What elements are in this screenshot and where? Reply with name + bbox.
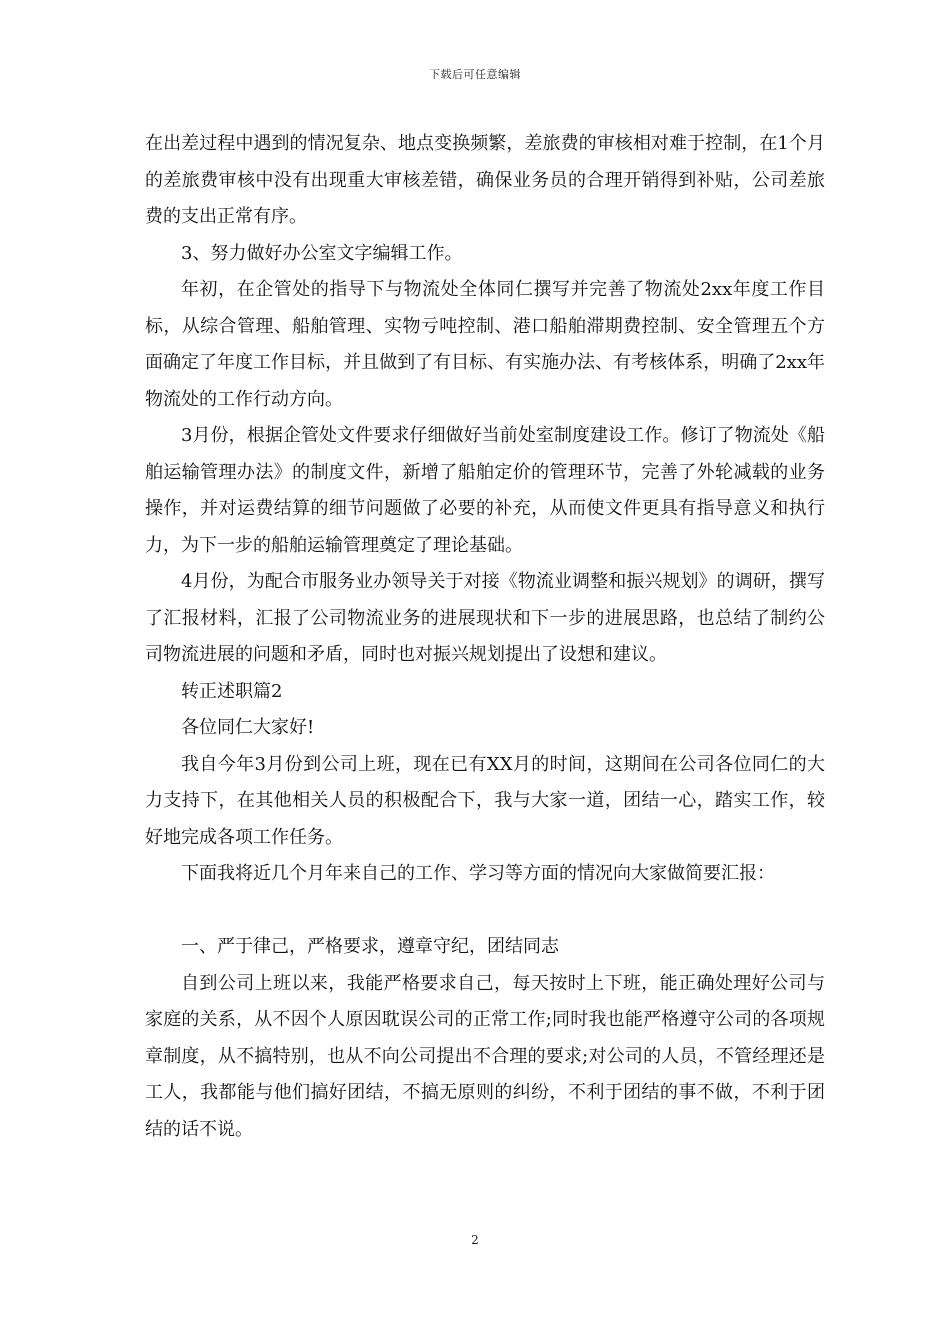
paragraph-discipline-details: 自到公司上班以来，我能严格要求自己，每天按时上下班，能正确处理好公司与家庭的关系，从不因个人原因耽误公司的正常工作;同时我也能严格遵守公司的各项规章制度，从不搞特别，也从不向公司提出不合理的要求;对公司的人员，不管经理还是工人，我都能与他们搞好团结，不搞无原则的纠纷，不利于团结的事不做，不利于团结的话不说。: [145, 972, 825, 1140]
paragraph-annual-goals: 年初，在企管处的指导下与物流处全体同仁撰写并完善了物流处2xx年度工作目标，从综合管理、船舶管理、实物亏吨控制、港口船舶滞期费控制、安全管理五个方面确定了年度工作目标，并且做到了有目标、有实施办法、有考核体系，明确了2xx年物流处的工作行动方向。: [145, 279, 825, 410]
paragraph-march-work: 3月份，根据企管处文件要求仔细做好当前处室制度建设工作。修订了物流处《船舶运输管理办法》的制度文件，新增了船舶定价的管理环节，完善了外轮减载的业务操作，并对运费结算的细节问题做了必要的补充，从而使文件更具有指导意义和执行力，为下一步的船舶运输管理奠定了理论基础。: [145, 425, 825, 556]
paragraph-travel-expense-audit: 在出差过程中遇到的情况复杂、地点变换频繁，差旅费的审核相对难于控制，在1个月的差旅费审核中没有出现重大审核差错，确保业务员的合理开销得到补贴，公司差旅费的支出正常有序。: [145, 133, 825, 227]
paragraph-report-lead: 下面我将近几个月年来自己的工作、学习等方面的情况向大家做简要汇报：: [181, 863, 775, 884]
paragraph-greeting: 各位同仁大家好!: [181, 717, 315, 738]
paragraph-section-title: 转正述职篇2: [181, 680, 283, 702]
page-header: 下载后可任意编辑: [429, 68, 521, 81]
paragraph-april-work: 4月份，为配合市服务业办领导关于对接《物流业调整和振兴规划》的调研，撰写了汇报材料，汇报了公司物流业务的进展现状和下一步的进展思路，也总结了制约公司物流进展的问题和矛盾，同时也对振兴规划提出了设想和建议。: [145, 571, 825, 665]
paragraph-section-3-heading: 3、努力做好办公室文字编辑工作。: [181, 242, 463, 264]
paragraph-heading-discipline: 一、严于律己，严格要求，遵章守纪，团结同志: [181, 936, 559, 957]
document-body: [145, 126, 825, 1148]
page-number: 2: [471, 1233, 479, 1247]
blank-line: [145, 893, 825, 930]
paragraph-introduction: 我自今年3月份到公司上班，现在已有XX月的时间，这期间在公司各位同仁的大力支持下，在其他相关人员的积极配合下，我与大家一道，团结一心，踏实工作，较好地完成各项工作任务。: [145, 753, 825, 848]
